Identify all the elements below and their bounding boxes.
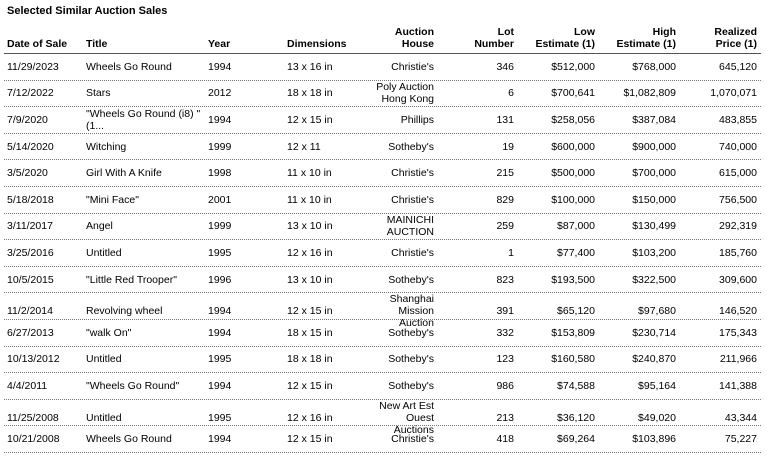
cell-low-estimate: $193,500 xyxy=(551,273,595,286)
cell-date-of-sale: 10/13/2012 xyxy=(7,353,60,366)
cell-realized-price: 740,000 xyxy=(719,140,757,153)
cell-realized-price: 756,500 xyxy=(719,193,757,206)
cell-lot-number: 823 xyxy=(496,273,514,286)
cell-dimensions: 13 x 10 in xyxy=(287,273,333,286)
cell-title: "Wheels Go Round" xyxy=(86,379,180,392)
cell-high-estimate: $130,499 xyxy=(632,220,676,233)
cell-lot-number: 391 xyxy=(496,305,514,318)
cell-low-estimate: $600,000 xyxy=(551,140,595,153)
column-header-year: Year xyxy=(208,38,231,50)
cell-high-estimate: $95,164 xyxy=(638,379,676,392)
column-header-dimensions: Dimensions xyxy=(287,38,347,50)
cell-year: 2001 xyxy=(208,193,232,206)
cell-realized-price: 175,343 xyxy=(719,326,757,339)
cell-auction-house: Christie's xyxy=(391,167,434,180)
column-header-date-of-sale: Date of Sale xyxy=(7,38,68,50)
cell-auction-house: Sotheby's xyxy=(388,273,434,286)
cell-title: "walk On" xyxy=(86,326,132,339)
table-row xyxy=(4,160,761,187)
cell-lot-number: 346 xyxy=(496,60,514,73)
cell-auction-house: Shanghai Mission Auction xyxy=(389,293,434,330)
cell-year: 1994 xyxy=(208,113,232,126)
column-header-lot-number: Lot Number xyxy=(474,26,514,50)
cell-auction-house: Poly Auction Hong Kong xyxy=(376,81,434,106)
cell-low-estimate: $700,641 xyxy=(551,87,595,100)
cell-title: "Mini Face" xyxy=(86,193,139,206)
auction-sales-table xyxy=(4,20,761,453)
cell-lot-number: 829 xyxy=(496,193,514,206)
table-row xyxy=(4,293,761,330)
cell-dimensions: 13 x 10 in xyxy=(287,220,333,233)
cell-low-estimate: $36,120 xyxy=(557,411,595,424)
cell-realized-price: 615,000 xyxy=(719,167,757,180)
cell-low-estimate: $153,809 xyxy=(551,326,595,339)
cell-dimensions: 12 x 11 xyxy=(287,140,321,153)
cell-low-estimate: $258,056 xyxy=(551,113,595,126)
cell-auction-house: Christie's xyxy=(391,60,434,73)
cell-dimensions: 12 x 15 in xyxy=(287,113,333,126)
cell-lot-number: 213 xyxy=(496,411,514,424)
cell-year: 1994 xyxy=(208,60,232,73)
column-header-high-estimate: High Estimate (1) xyxy=(616,26,676,50)
cell-high-estimate: $387,084 xyxy=(632,113,676,126)
cell-year: 2012 xyxy=(208,87,232,100)
table-row xyxy=(4,54,761,81)
cell-auction-house: Sotheby's xyxy=(388,379,434,392)
cell-date-of-sale: 10/21/2008 xyxy=(7,433,60,446)
cell-high-estimate: $97,680 xyxy=(638,305,676,318)
table-row xyxy=(4,107,761,134)
cell-date-of-sale: 4/4/2011 xyxy=(7,379,48,392)
cell-year: 1994 xyxy=(208,379,232,392)
table-row xyxy=(4,267,761,294)
cell-year: 1995 xyxy=(208,353,232,366)
table-row xyxy=(4,187,761,214)
cell-dimensions: 18 x 15 in xyxy=(287,326,333,339)
cell-lot-number: 131 xyxy=(496,113,514,126)
cell-date-of-sale: 3/11/2017 xyxy=(7,220,53,233)
cell-realized-price: 75,227 xyxy=(724,433,757,446)
cell-title: Untitled xyxy=(86,353,122,366)
cell-auction-house: Christie's xyxy=(391,433,434,446)
cell-high-estimate: $900,000 xyxy=(632,140,676,153)
cell-dimensions: 12 x 16 in xyxy=(287,411,333,424)
cell-dimensions: 13 x 16 in xyxy=(287,60,333,73)
cell-realized-price: 645,120 xyxy=(719,60,757,73)
cell-auction-house: Sotheby's xyxy=(388,353,434,366)
cell-auction-house: Sotheby's xyxy=(388,326,434,339)
cell-high-estimate: $700,000 xyxy=(632,167,676,180)
cell-title: Revolving wheel xyxy=(86,305,163,318)
cell-realized-price: 483,855 xyxy=(719,113,757,126)
cell-title: Untitled xyxy=(86,246,122,259)
cell-date-of-sale: 3/5/2020 xyxy=(7,167,48,180)
cell-lot-number: 6 xyxy=(508,87,514,100)
table-row xyxy=(4,134,761,161)
cell-low-estimate: $100,000 xyxy=(551,193,595,206)
cell-high-estimate: $103,200 xyxy=(632,246,676,259)
cell-date-of-sale: 7/9/2020 xyxy=(7,113,48,126)
cell-high-estimate: $768,000 xyxy=(632,60,676,73)
cell-date-of-sale: 11/2/2014 xyxy=(7,305,53,318)
cell-date-of-sale: 5/14/2020 xyxy=(7,140,54,153)
cell-realized-price: 309,600 xyxy=(719,273,757,286)
cell-auction-house: Christie's xyxy=(391,246,434,259)
cell-year: 1994 xyxy=(208,326,232,339)
cell-lot-number: 986 xyxy=(496,379,514,392)
table-row xyxy=(4,373,761,400)
cell-date-of-sale: 6/27/2013 xyxy=(7,326,54,339)
cell-title: Untitled xyxy=(86,411,122,424)
cell-dimensions: 18 x 18 in xyxy=(287,87,333,100)
cell-high-estimate: $150,000 xyxy=(632,193,676,206)
cell-auction-house: MAINICHI AUCTION xyxy=(386,214,434,239)
cell-date-of-sale: 5/18/2018 xyxy=(7,193,54,206)
table-row xyxy=(4,240,761,267)
cell-lot-number: 259 xyxy=(496,220,514,233)
cell-title: "Wheels Go Round (i8) " (1... xyxy=(86,107,201,132)
cell-high-estimate: $49,020 xyxy=(638,411,676,424)
cell-dimensions: 12 x 15 in xyxy=(287,305,333,318)
cell-dimensions: 12 x 15 in xyxy=(287,379,333,392)
column-header-low-estimate: Low Estimate (1) xyxy=(535,26,595,50)
table-row xyxy=(4,214,761,241)
cell-high-estimate: $322,500 xyxy=(632,273,676,286)
table-row xyxy=(4,81,761,108)
cell-dimensions: 18 x 18 in xyxy=(287,353,333,366)
cell-year: 1999 xyxy=(208,140,232,153)
cell-low-estimate: $160,580 xyxy=(551,353,595,366)
cell-year: 1999 xyxy=(208,220,232,233)
column-header-title: Title xyxy=(86,38,108,50)
cell-date-of-sale: 11/25/2008 xyxy=(7,411,59,424)
table-header xyxy=(4,20,761,54)
cell-lot-number: 332 xyxy=(496,326,514,339)
cell-date-of-sale: 7/12/2022 xyxy=(7,87,54,100)
cell-dimensions: 12 x 15 in xyxy=(287,433,333,446)
cell-high-estimate: $1,082,809 xyxy=(623,87,676,100)
cell-date-of-sale: 10/5/2015 xyxy=(7,273,54,286)
cell-low-estimate: $74,588 xyxy=(557,379,595,392)
cell-realized-price: 292,319 xyxy=(719,220,757,233)
cell-low-estimate: $69,264 xyxy=(557,433,595,446)
cell-auction-house: Phillips xyxy=(400,113,434,126)
cell-lot-number: 215 xyxy=(496,167,514,180)
cell-title: Wheels Go Round xyxy=(86,433,172,446)
column-header-auction-house: Auction House xyxy=(394,26,434,50)
cell-realized-price: 146,520 xyxy=(719,305,757,318)
cell-title: Girl With A Knife xyxy=(86,167,162,180)
cell-high-estimate: $240,870 xyxy=(632,353,676,366)
cell-title: Witching xyxy=(86,140,127,153)
cell-year: 1995 xyxy=(208,246,232,259)
cell-auction-house: Christie's xyxy=(391,193,434,206)
cell-year: 1994 xyxy=(208,433,232,446)
cell-low-estimate: $65,120 xyxy=(557,305,595,318)
cell-low-estimate: $77,400 xyxy=(557,246,595,259)
cell-year: 1994 xyxy=(208,305,232,318)
cell-title: Angel xyxy=(86,220,113,233)
cell-realized-price: 1,070,071 xyxy=(710,87,757,100)
cell-auction-house: Sotheby's xyxy=(388,140,434,153)
cell-title: Stars xyxy=(86,87,111,100)
table-title: Selected Similar Auction Sales xyxy=(7,5,168,17)
table-row xyxy=(4,399,761,436)
cell-date-of-sale: 3/25/2016 xyxy=(7,246,54,259)
cell-high-estimate: $103,896 xyxy=(632,433,676,446)
cell-date-of-sale: 11/29/2023 xyxy=(7,60,59,73)
cell-low-estimate: $512,000 xyxy=(551,60,595,73)
cell-title: Wheels Go Round xyxy=(86,60,172,73)
cell-realized-price: 43,344 xyxy=(724,411,757,424)
cell-low-estimate: $500,000 xyxy=(551,167,595,180)
cell-year: 1998 xyxy=(208,167,232,180)
cell-lot-number: 123 xyxy=(496,353,514,366)
cell-dimensions: 11 x 10 in xyxy=(287,167,332,180)
cell-realized-price: 141,388 xyxy=(719,379,757,392)
cell-title: "Little Red Trooper" xyxy=(86,273,177,286)
cell-low-estimate: $87,000 xyxy=(557,220,595,233)
column-header-realized-price: Realized Price (1) xyxy=(714,26,757,50)
cell-dimensions: 12 x 16 in xyxy=(287,246,333,259)
cell-lot-number: 19 xyxy=(502,140,514,153)
cell-year: 1995 xyxy=(208,411,232,424)
cell-lot-number: 1 xyxy=(508,246,514,259)
cell-lot-number: 418 xyxy=(496,433,514,446)
cell-realized-price: 185,760 xyxy=(719,246,757,259)
cell-high-estimate: $230,714 xyxy=(632,326,676,339)
cell-realized-price: 211,966 xyxy=(719,353,757,366)
table-row xyxy=(4,347,761,374)
cell-auction-house: New Art Est Ouest Auctions xyxy=(379,399,434,436)
cell-year: 1996 xyxy=(208,273,232,286)
cell-dimensions: 11 x 10 in xyxy=(287,193,332,206)
